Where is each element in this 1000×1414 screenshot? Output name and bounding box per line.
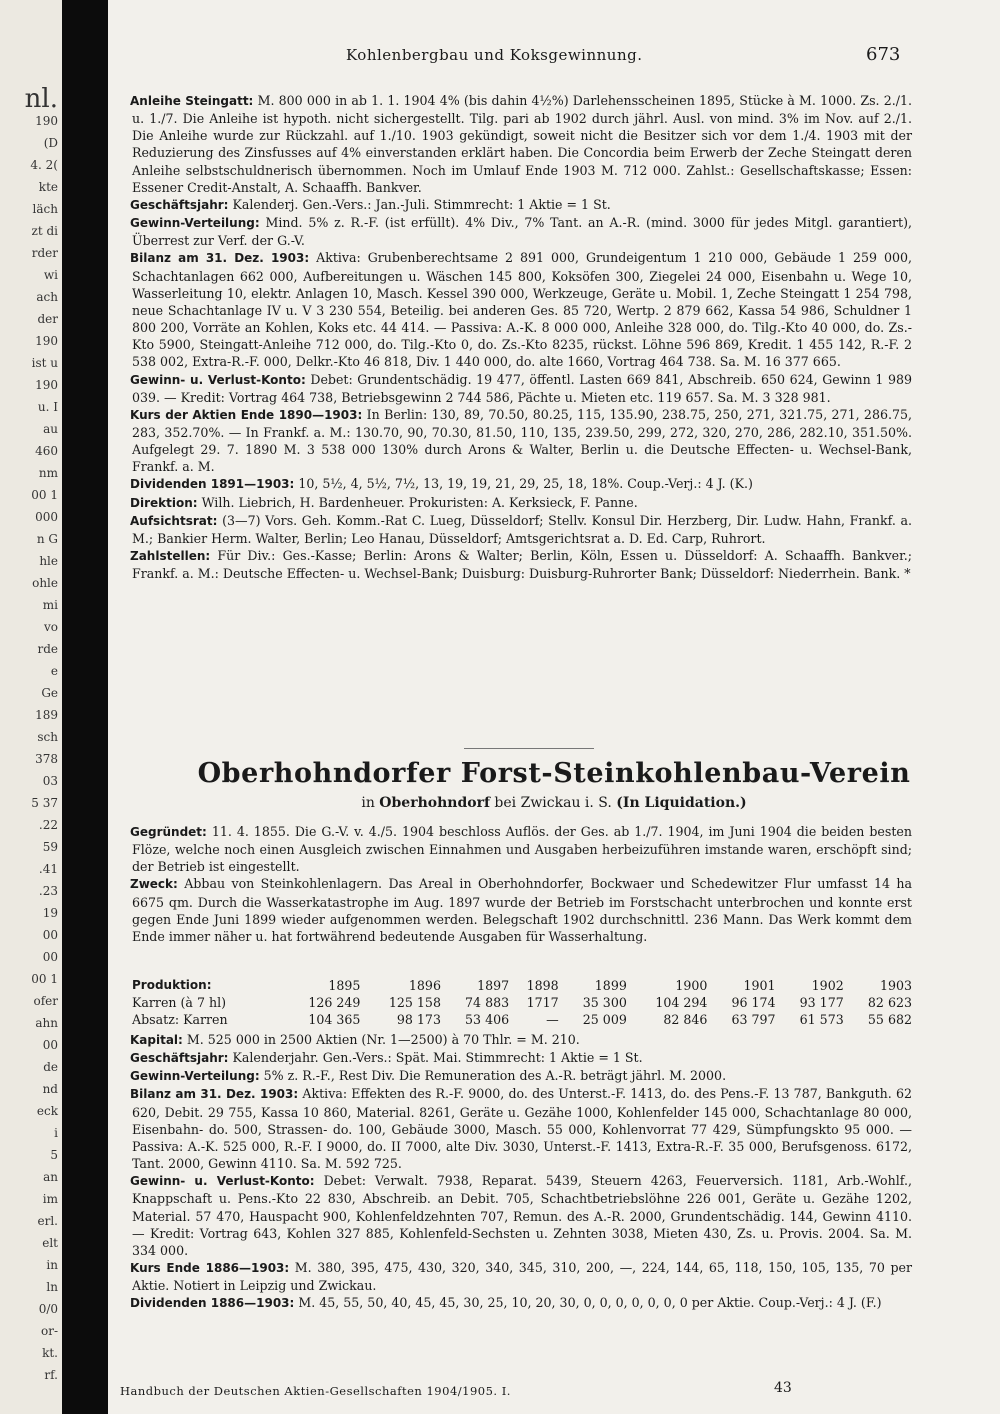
entry-paragraph [132,512,912,547]
entry-paragraph [132,1067,912,1085]
year-cell: 1900 [675,978,708,993]
left-page-text-fragment: 00 [42,950,58,964]
left-page-text-fragment: nm [38,466,58,480]
entry-label: Zahlstellen: [130,549,211,564]
entry-paragraph [132,1049,912,1067]
year-cell: 1899 [594,978,627,993]
entry-label: Geschäftsjahr: [130,197,229,212]
left-page-text-fragment: rf. [44,1368,58,1382]
entry-label: Aufsichtsrat: [130,513,218,528]
entry-text: Wilh. Liebrich, H. Bardenheuer. Prokuristen: A. Kerksieck, F. Panne. [201,494,638,510]
left-page-text-fragment: ahn [35,1016,58,1030]
left-page-text-fragment: sch [37,730,58,744]
subtitle-prefix: in [361,795,375,811]
entry-label: Kapital: [130,1033,183,1047]
value-cell: 93 177 [799,995,844,1010]
value-cell: 63 797 [731,1012,776,1027]
left-page-text-fragment: n G [36,532,58,546]
book-gutter [62,0,108,1414]
value-cell: 98 173 [396,1012,441,1027]
entry-label: Dividenden 1891—1903: [130,477,295,492]
left-page-text-fragment: 00 [42,1038,58,1052]
entry-paragraph [132,875,912,945]
value-cell: 55 682 [867,1012,912,1027]
left-page-text-fragment: 460 [35,444,58,458]
entry-label: Gegründet: [130,825,207,839]
left-page-text-fragment: Ge [41,686,58,700]
left-page-text-fragment: 5 [50,1148,58,1162]
left-page-text-fragment: (D [43,136,58,150]
left-page-text-fragment: 00 [42,928,58,942]
left-page-text-fragment: kte [38,180,58,194]
entry-paragraph [132,1172,912,1259]
section-divider [464,748,594,749]
year-cell: 1901 [743,978,776,993]
left-page-text-fragment: or- [40,1324,58,1338]
value-cell: — [546,1012,559,1027]
value-cell: 104 365 [308,1012,361,1027]
left-page-text-fragment: wi [43,268,58,282]
year-cell: 1903 [879,978,912,993]
production-row [132,1011,912,1028]
left-page-text-fragment: 189 [35,708,58,722]
left-page-text-fragment: de [43,1060,58,1074]
left-page-text-fragment: 03 [42,774,58,788]
year-cell: 1896 [408,978,441,993]
left-page-text-fragment: rde [37,642,58,656]
entry-text: Kalenderj. Gen.-Vers.: Jan.-Juli. Stimmrecht: 1 Aktie = 1 St. [232,196,611,212]
entry-paragraph [132,406,912,476]
oberhohndorf-intro [132,823,912,945]
entry-paragraph [132,1259,912,1294]
left-page-text-fragment: i [54,1126,58,1140]
left-page-text-fragment: ohle [32,576,58,590]
row-name: Karren (à 7 hl) [132,995,227,1010]
entry-label: Kurs der Aktien Ende 1890—1903: [130,407,363,422]
entry-text: 10, 5½, 4, 5½, 7½, 13, 19, 19, 21, 29, 25, 18, 18%. Coup.-Verj.: 4 J. (K.) [298,476,753,492]
left-page-text-fragment: im [42,1192,58,1206]
left-page-fragment [0,0,62,1414]
entry-text: M. 525 000 in 2500 Aktien (Nr. 1—2500) à 70 Thlr. = M. 210. [186,1032,580,1047]
left-page-text-fragment: 000 [35,510,58,524]
left-page-text-fragment: eck [36,1104,58,1118]
value-cell: 104 294 [655,995,708,1010]
entry-label: Anleihe Steingatt: [130,94,254,108]
entry-label: Bilanz am 31. Dez. 1903: [130,1087,299,1102]
left-page-text-fragment: vo [43,620,58,634]
left-page-text-fragment: läch [32,202,58,216]
left-page-text-fragment: erl. [37,1214,58,1228]
entry-paragraph [132,1294,912,1312]
entry-label: Dividenden 1886—1903: [130,1296,295,1311]
left-page-text-fragment: 378 [35,752,58,766]
entry-label: Gewinn- u. Verlust-Konto: [130,372,306,387]
value-cell: 96 174 [731,995,776,1010]
document-page [108,0,1000,1414]
left-page-text-fragment: der [37,312,58,326]
left-page-text-fragment: 4. 2( [30,158,58,172]
left-page-text-fragment: ach [36,290,58,304]
company-subtitle [108,795,1000,811]
entry-text: Für Div.: Ges.-Kasse; Berlin: Arons & Walter; Berlin, Köln, Essen u. Düsseldorf: A. Schaaffh. Bankver.; Frankf. a. M.: Deutsche Effecten- u. Wechsel-Bank; Duisburg: Duisburg-Ruhrorter Bank; Düsseldorf: Niederrhein. Bank. * [132,548,912,582]
value-cell: 53 406 [465,1012,510,1027]
production-table [132,977,912,1028]
entry-text: Debet: Grundentschädig. 19 477, öffentl. Lasten 669 841, Abschreib. 650 624, Gewinn 1 989 039. — Kredit: Vortrag 464 738, Betriebsgewinn 2 744 586, Pächte u. Mieten etc. 119 657. Sa. M. 3 328 981. [132,371,912,405]
page-footer: Handbuch der Deutschen Aktien-Gesellschaften 1904/1905. I. [120,1384,511,1398]
entry-label: Bilanz am 31. Dez. 1903: [130,251,310,266]
left-page-text-fragment: 5 37 [31,796,58,810]
entry-label: Gewinn- u. Verlust-Konto: [130,1174,315,1189]
left-page-text-fragment: nd [42,1082,58,1096]
page-number: 673 [866,44,901,65]
year-cell: 1898 [526,978,559,993]
value-cell: 74 883 [465,995,510,1010]
entry-text: In Berlin: 130, 89, 70.50, 80.25, 115, 135.90, 238.75, 250, 271, 321.75, 271, 286.75, 283, 352.70%. — In Frankf. a. M.: 130.70, 90, 70.30, 81.50, 110, 135, 239.50, 299, 272, 320, 270, 286, 282.10, 351.50%. Aufgelegt 29. 7. 1890 M. 3 538 000 130% durch Arons & Walter, Berlin u. die Deutsche Effecten- u. Wechsel-Bank, Frankf. a. M. [132,406,912,475]
entry-paragraph [132,547,912,582]
left-page-text-fragment: 190 [35,114,58,128]
left-page-text-fragment: .23 [38,884,58,898]
entry-text: M. 800 000 in ab 1. 1. 1904 4% (bis dahin 4½%) Darlehensscheinen 1895, Stücke à M. 1000. Zs. 2./1. u. 1./7. Die Anleihe ist hypoth. nicht sichergestellt. Tilg. pari ab 1902 durch jährl. Ausl. von mind. 3% im Nov. auf 2./1. Die Anleihe wurde zur Rückzahl. auf 1./10. 1903 gekündigt, soweit nicht die Besitzer sich vor dem 1./4. 1903 mit der Reduzierung des Zinsfusses auf 4% einverstanden erklärt haben. Die Concordia beim Erwerb der Zeche Steingatt deren Anleihe selbstschuldnerisch übernommen. Noch im Umlauf Ende 1903 M. 712 000. Zahlst.: Gesellschaftskasse; Essen: Essener Credit-Anstalt, A. Schaaffh. Bankver. [132,93,913,195]
entry-paragraph [132,1085,912,1172]
year-cell: 1895 [328,978,361,993]
left-page-text-fragment: mi [42,598,58,612]
subtitle-place: Oberhohndorf [379,795,490,811]
left-page-text-fragment: nl. [24,84,58,114]
entry-label: Gewinn-Verteilung: [130,216,260,231]
entry-text: M. 380, 395, 475, 430, 320, 340, 345, 310, 200, —, 224, 144, 65, 118, 150, 105, 135, 70 per Aktie. Notiert in Leipzig und Zwickau. [132,1260,912,1294]
entry-paragraph [132,494,912,512]
left-page-text-fragment: hle [39,554,58,568]
left-page-text-fragment: u. I [37,400,58,414]
entry-paragraph [132,823,912,875]
entry-paragraph [132,92,912,196]
entry-text: (3—7) Vors. Geh. Komm.-Rat C. Lueg, Düsseldorf; Stellv. Konsul Dir. Herzberg, Dir. Ludw. Hahn, Frankf. a. M.; Bankier Herm. Walter, Berlin; Leo Hanau, Düsseldorf; Amtsgerichtsrat a. D. Ed. Carp, Ruhrort. [132,512,912,546]
running-head: Kohlenbergbau und Koksgewinnung. [346,46,643,64]
entry-text: 5% z. R.-F., Rest Div. Die Remuneration des A.-R. beträgt jährl. M. 2000. [263,1068,727,1084]
entry-label: Kurs Ende 1886—1903: [130,1261,290,1276]
year-cell: 1902 [811,978,844,993]
entry-text: Debet: Verwalt. 7938, Reparat. 5439, Steuern 4263, Feuerversich. 1181, Arb.-Wohlf., Knappschaft u. Pens.-Kto 22 830, Abschreib. an Debit. 705, Schachtbetriebslöhne 226 001, Geräte u. Gezähe 1202, Material. 57 470, Hauspacht 900, Kohlenfeldzehnten 707, Remun. des A.-R. 2000, Grundentschädig. 144, Gewinn 4110. — Kredit: Vortrag 643, Kohlen 327 885, Kohlenfeld-Sechsten u. Zehnten 3038, Mieten 430, Zs. u. Provis. 2004. Sa. M. 334 000. [132,1173,912,1258]
entry-paragraph [132,475,912,493]
subtitle-status: (In Liquidation.) [616,795,747,811]
production-header-row [132,977,912,994]
entry-paragraph [132,214,912,249]
entry-text: Abbau von Steinkohlenlagern. Das Areal in Oberhohndorfer, Bockwaer und Schedewitzer Flur umfasst 14 ha 6675 qm. Durch die Wasserkatastrophe im Aug. 1897 wurde der Betrieb im Forstschacht unterbrochen und konnte erst gegen Ende Juni 1899 wieder aufgenommen werden. Belegschaft 1902 durchschnittl. 236 Mann. Das Werk kommt dem Ende immer näher u. hat fortwährend bedeutende Ausgaben für Wasserhaltung. [132,876,912,944]
entry-label: Geschäftsjahr: [130,1051,229,1066]
entry-label: Zweck: [130,877,178,892]
value-cell: 61 573 [799,1012,844,1027]
entry-label: Direktion: [130,495,198,510]
value-cell: 82 846 [663,1012,708,1027]
left-page-text-fragment: 190 [35,334,58,348]
left-page-text-fragment: elt [42,1236,58,1250]
oberhohndorf-details [132,1031,912,1313]
company-title: Oberhohndorfer Forst-Steinkohlenbau-Verein [197,758,911,789]
value-cell: 25 009 [582,1012,627,1027]
entry-paragraph [132,1031,912,1049]
left-page-text-fragment: 190 [35,378,58,392]
entry-paragraph [132,249,912,370]
steingatt-section [132,92,912,582]
left-page-text-fragment: an [43,1170,58,1184]
production-row [132,994,912,1011]
production-label: Produktion: [132,978,212,992]
value-cell: 82 623 [867,995,912,1010]
left-page-text-fragment: in [46,1258,58,1272]
left-page-text-fragment: rder [31,246,58,260]
entry-paragraph [132,196,912,214]
left-page-text-fragment: e [50,664,58,678]
left-page-text-fragment: ln [46,1280,58,1294]
sheet-number: 43 [774,1380,792,1396]
left-page-text-fragment: ist u [31,356,58,370]
left-page-text-fragment: 59 [42,840,58,854]
left-page-text-fragment: .22 [38,818,58,832]
left-page-text-fragment: ofer [33,994,58,1008]
left-page-text-fragment: .41 [38,862,58,876]
year-cell: 1897 [477,978,510,993]
entry-label: Gewinn-Verteilung: [130,1069,260,1084]
left-page-text-fragment: 00 1 [31,972,58,986]
left-page-text-fragment: kt. [42,1346,58,1360]
value-cell: 125 158 [388,995,441,1010]
value-cell: 1717 [526,995,559,1010]
left-page-text-fragment: 0/0 [38,1302,58,1316]
left-page-text-fragment: zt di [31,224,58,238]
subtitle-middle: bei Zwickau i. S. [494,795,612,811]
entry-text: 11. 4. 1855. Die G.-V. v. 4./5. 1904 beschloss Auflös. der Ges. ab 1./7. 1904, im Juni 1904 die beiden besten Flöze, welche noch einen Ausgleich zwischen Einnahmen und Ausgaben herbeizuführen imstande waren, erschöpft sind; der Betrieb ist eingestellt. [132,824,912,875]
entry-text: Aktiva: Grubenberechtsame 2 891 000, Grundeigentum 1 210 000, Gebäude 1 259 000, Schachtanlagen 662 000, Aufbereitungen u. Wäschen 145 800, Koksöfen 300, Ziegelei 24 000, Eisenbahn u. Wege 10, Wasserleitung 10, elektr. Anlagen 10, Masch. Kessel 390 000, Werkzeuge, Geräte u. Mobil. 1, Zeche Steingatt 1 254 798, neue Schachtanlage IV u. V 3 230 554, Beteilig. bei anderen Ges. 85 720, Wertp. 2 879 662, Kassa 54 986, Schuldner 1 800 200, Vorräte an Kohlen, Koks etc. 44 414. — Passiva: A.-K. 8 000 000, Anleihe 328 000, do. Tilg.-Kto 40 000, do. Zs.-Kto 5900, Steingatt-Anleihe 712 000, do. Tilg.-Kto 0, do. Zs.-Kto 8235, rückst. Löhne 596 869, Kredit. 1 455 142, R.-F. 2 538 002, Extra-R.-F. 000, Delkr.-Kto 46 818, Div. 1 440 000, do. alte 1660, Vortrag 464 738. Sa. M. 16 377 665. [132,250,912,370]
left-page-text-fragment: 00 1 [31,488,58,502]
left-page-text-fragment: au [43,422,58,436]
entry-text: Mind. 5% z. R.-F. (ist erfüllt). 4% Div., 7% Tant. an A.-R. (mind. 3000 für jedes Mitgl. garantiert), Überrest zur Verf. der G.-V. [132,215,912,249]
value-cell: 35 300 [582,995,627,1010]
left-page-text-fragment: 19 [42,906,58,920]
entry-text: Aktiva: Effekten des R.-F. 9000, do. des Unterst.-F. 1413, do. des Pens.-F. 13 787, Bankguth. 62 620, Debit. 29 755, Kassa 10 860, Material. 8261, Geräte u. Gezähe 1000, Kohlenfelder 145 000, Schachtanlage 80 000, Eisenbahn- do. 500, Strassen- do. 100, Gebäude 3000, Masch. 55 000, Kohlenvorrat 77 429, Sümpfungskto 95 000. — Passiva: A.-K. 525 000, R.-F. I 9000, do. II 7000, alte Div. 3030, Unterst.-F. 1413, Extra-R.-F. 35 000, Berufsgenoss. 6172, Tant. 2000, Gewinn 4110. Sa. M. 592 725. [132,1086,912,1172]
entry-text: M. 45, 55, 50, 40, 45, 45, 30, 25, 10, 20, 30, 0, 0, 0, 0, 0, 0, 0 per Aktie. Coup.-Verj.: 4 J. (F.) [298,1295,882,1311]
entry-text: Kalenderjahr. Gen.-Vers.: Spät. Mai. Stimmrecht: 1 Aktie = 1 St. [232,1050,643,1066]
value-cell: 126 249 [308,995,361,1010]
row-name: Absatz: Karren [132,1012,228,1027]
entry-paragraph [132,371,912,406]
